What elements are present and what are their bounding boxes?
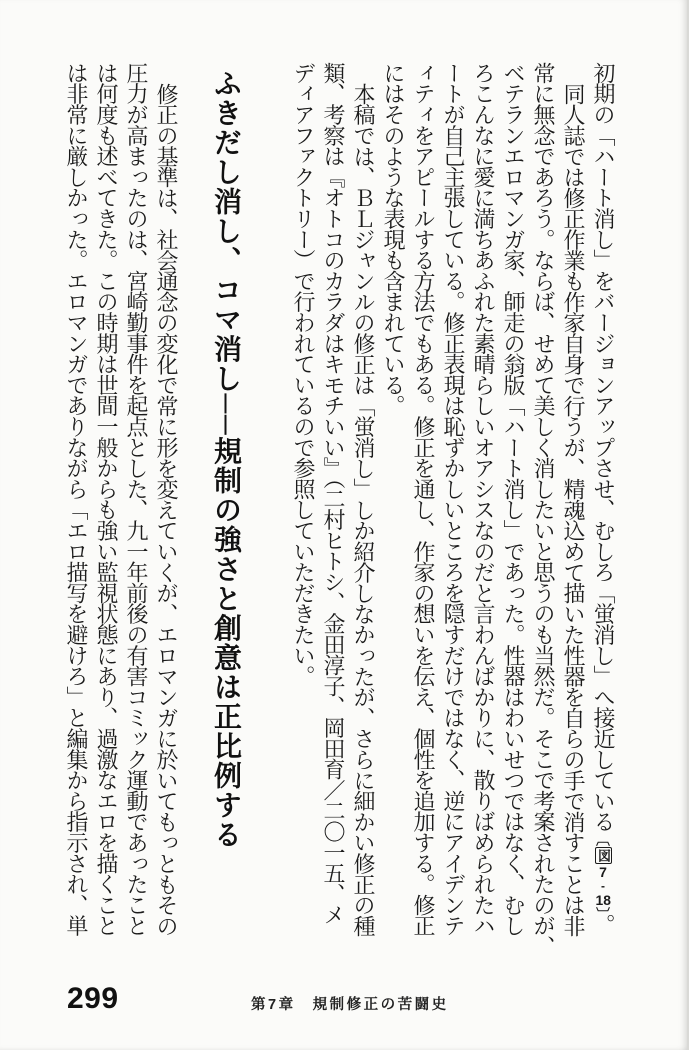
text-column: ろこんなに愛に満ちあふれた素晴らしいオアシスなのだと言わんばかりに、散りばめられたハ: [471, 62, 496, 936]
figref-dash: -: [596, 878, 610, 893]
figure-reference: [595, 832, 611, 914]
text-column: ートが自己主張している。修正表現は恥ずかしいところを隠すだけではなく、逆にアイデンテ: [441, 62, 466, 936]
text-column: 常に無念であろう。ならば、せめて美しく消したいと思うのも当然だ。そこで考案されたのが、: [531, 62, 556, 957]
text-column: は何度も述べてきた。この時期は世間一般からも強い監視状態にあり、過激なエロを描くこと: [94, 62, 119, 936]
page-number: 299: [67, 982, 119, 1015]
text-column: 類、考察は『オトコのカラダはキモチいい』（二村ヒトシ、金田淳子、岡田育／二〇一五、メ: [321, 62, 346, 925]
text-column: [588, 62, 618, 942]
main-text: [61, 62, 618, 957]
text-column: ベテランエロマンガ家、師走の翁版「ハート消し」であった。性器はわいせつではなく、むし: [501, 62, 526, 936]
figref-figure-number: 18: [595, 892, 611, 907]
section-heading: ふきだし消し、コマ消し──規制の強さと創意は正比例する: [211, 69, 242, 850]
text-column: にはそのような表現も含まれている。: [381, 62, 406, 416]
text-column: 本稿では、ＢＬジャンルの修正は「蛍消し」しか紹介しなかったが、さらに細かい修正の種: [351, 83, 376, 936]
sentence-period: 。: [591, 913, 616, 935]
chapter-footer: 第7章 規制修正の苦闘史: [251, 997, 449, 1013]
text-column: 圧力が高まったのは、宮崎勤事件を起点とした、九一年前後の有害コミック運動であったこと: [124, 62, 149, 936]
text-column: ディアファクトリー）で行われているので参照していただきたい。: [291, 62, 316, 687]
figref-close-bracket: 〕: [595, 906, 611, 914]
text-column: は非常に厳しかった。エロマンガでありながら「エロ描写を避けろ」と編集から指示され、単: [64, 62, 89, 936]
text-column: 修正の基準は、社会通念の変化で常に形を変えていくが、エロマンガに於いてもっともその: [154, 83, 179, 936]
figref-open-bracket: 〔: [595, 831, 611, 846]
figref-label: 図: [596, 848, 611, 862]
text-column: ィティをアピールする方法でもある。修正を通し、作家の想いを伝え、個性を追加する。修正: [411, 62, 436, 936]
text-column: 同人誌では修正作業も作家自身で行うが、精魂込めて描いた性器を自らの手で消すことは非: [561, 83, 586, 936]
column-text: 初期の「ハート消し」をバージョンアップさせ、むしろ「蛍消し」へ接近している: [591, 62, 616, 832]
figref-chapter-number: 7: [599, 864, 607, 879]
